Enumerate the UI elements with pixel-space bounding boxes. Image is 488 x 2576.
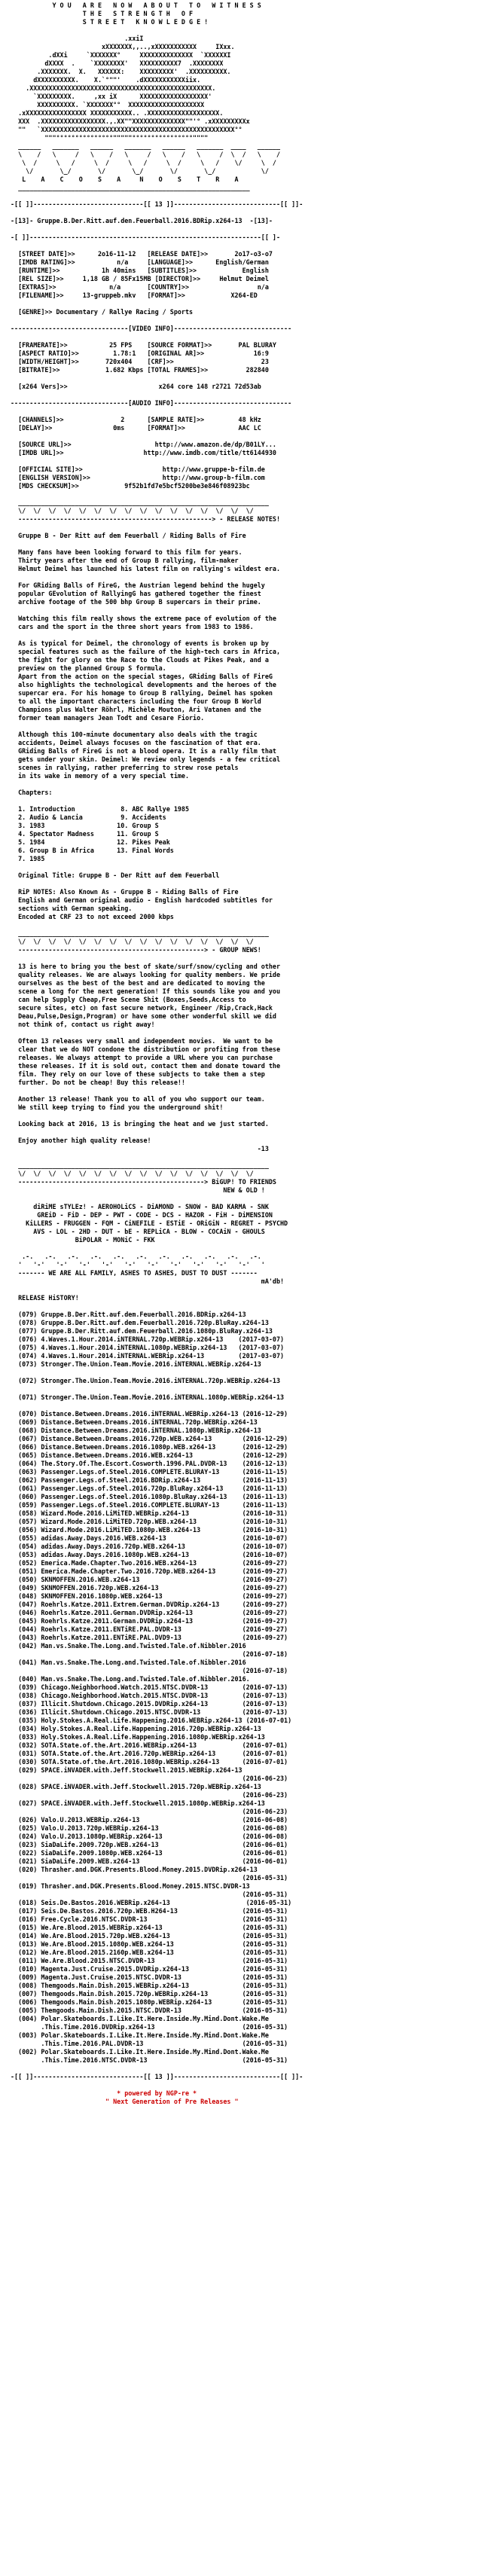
nfo-line: to all the important characters including the four Group B World — [11, 697, 261, 705]
nfo-line: (058) Wizard.Mode.2016.LiMiTED.WEBRip.x264-13 (2016-10-31) — [11, 1509, 288, 1517]
nfo-line: (052) Emerica.Made.Chapter.Two.2016.WEB.x264-13 (2016-09-27) — [11, 1559, 288, 1567]
nfo-line — [11, 192, 488, 200]
nfo-line — [11, 1385, 488, 1393]
nfo-line: (026) Valo.U.2013.WEBRip.x264-13 (2016-06-08) — [11, 1816, 288, 1824]
nfo-line: BiPOLAR - MONiC - FKK — [11, 1236, 155, 1244]
nfo-line: [DELAY]>> 0ms [FORMAT]>> AAC LC — [11, 424, 261, 432]
nfo-line: Champions plus Walter Röhrl, Michèle Mouton, Ari Vatanen and the — [11, 706, 261, 713]
nfo-line: (003) Polar.Skateboards.I.Like.It.Here.Inside.My.Mind.Dont.Wake.Me — [11, 2031, 269, 2039]
nfo-line: (002) Polar.Skateboards.I.Like.It.Here.Inside.My.Mind.Dont.Wake.Me — [11, 2048, 269, 2056]
nfo-line — [11, 490, 488, 499]
nfo-line: 5. 1984 12. Pikes Peak — [11, 838, 170, 846]
nfo-line: NEW & OLD ! — [11, 1186, 265, 1194]
nfo-line: further. Do not be cheap! Buy this release!! — [11, 1079, 185, 1086]
nfo-line: (020) Thrasher.and.DGK.Presents.Blood.Money.2015.DVDRip.x264-13 — [11, 1866, 258, 1873]
nfo-line: (2016-06-23) — [11, 1808, 288, 1815]
nfo-line: .-. .-. .-. .-. .-. .-. .-. .-. .-. .-. .-. — [11, 1253, 261, 1260]
nfo-line: special features such as the failure of the high-tech cars in Africa, — [11, 648, 280, 655]
nfo-line: \/ \/ \/ \/ \/ \/ \/ \/ \/ \/ \/ \/ \/ \/ \/ \/ — [11, 1170, 254, 1177]
nfo-line: \/ \/ \/ \/ \/ \/ \/ \/ \/ \/ \/ \/ \/ \/ \/ \/ — [11, 507, 254, 514]
nfo-line: [IMDB RATING]>> n/a [LANGUAGE]>> English/German — [11, 258, 269, 266]
nfo-line: [ENGLISH VERSION]>> http://www.group-b-film.com — [11, 474, 265, 481]
nfo-line: .This.Time.2016.DVDRip.x264-13 (2016-05-31) — [11, 2023, 288, 2031]
nfo-line: (010) Magenta.Just.Cruise.2015.DVDRip.x264-13 (2016-05-31) — [11, 1965, 288, 1973]
nfo-line: [OFFICIAL SITE]>> http://www.gruppe-b-film.de — [11, 465, 265, 473]
nfo-line: (065) Distance.Between.Dreams.2016.WEB.x264-13 (2016-12-29) — [11, 1451, 288, 1459]
nfo-line: Many fans have been looking forward to this film for years. — [11, 548, 242, 556]
nfo-line: (069) Distance.Between.Dreams.2016.iNTERNAL.720p.WEBRip.x264-13 — [11, 1418, 258, 1426]
nfo-line — [11, 225, 488, 233]
nfo-line: .xxiI — [11, 35, 144, 42]
nfo-line: Encoded at CRF 23 to not exceed 2000 kbps — [11, 913, 174, 920]
nfo-line: can help Supply Cheap,Free Scene Shit (Boxes,Seeds,Access to — [11, 996, 246, 1003]
nfo-line: sections with German speaking. — [11, 905, 133, 912]
nfo-line: scene a long for the next generation! If this sounds like you and you — [11, 987, 280, 995]
nfo-line: KiLLERS - FRUGGEN - FQM - CiNEFILE - ESTiE - ORiGiN - REGRET - PSYCHD — [11, 1219, 288, 1227]
nfo-line: (071) Stronger.The.Union.Team.Movie.2016.iNTERNAL.1080p.WEBRip.x264-13 — [11, 1393, 285, 1401]
nfo-line: diRiME sTYLEz! - AEROHOLiCS - DiAMOND - SNOW - BAD KARMA - SNK — [11, 1203, 269, 1210]
nfo-line: -[[ ]]-----------------------------[[ 13 ]]----------------------------[[ ]]- — [11, 2073, 303, 2080]
nfo-line: preview on the planned Group S formula. — [11, 664, 166, 672]
nfo-line: mA'db! — [11, 1277, 285, 1285]
nfo-line: [IMDB URL]>> http://www.imdb.com/title/tt6144930 — [11, 449, 276, 456]
nfo-line — [11, 1286, 488, 1294]
nfo-line: (037) Illicit.Shutdown.Chicago.2015.DVDRip.x264-13 (2016-07-13) — [11, 1700, 288, 1708]
nfo-line: supercar era. For his homage to Group B rallying, Deimel has spoken — [11, 689, 273, 697]
nfo-line: (049) SKNMOFFEN.2016.720p.WEB.x264-13 (2016-09-27) — [11, 1584, 288, 1592]
nfo-line: (2016-05-31) — [11, 1891, 288, 1898]
nfo-line: (016) Free.Cycle.2016.NTSC.DVDR-13 (2016-05-31) — [11, 1915, 288, 1923]
nfo-line: 13 is here to bring you the best of skate/surf/snow/cycling and other — [11, 963, 280, 970]
nfo-line: (2016-07-18) — [11, 1667, 288, 1674]
nfo-line: __________________________________________________________________ — [11, 499, 269, 506]
nfo-line: Chapters: — [11, 789, 53, 796]
nfo-line: GREiD - FiD - DEP - PWT - CODE - DCS - HAZOR - FiH - DiMENSION — [11, 1211, 273, 1219]
nfo-line: (017) Seis.De.Bastos.2016.720p.WEB.H264-13 (2016-05-31) — [11, 1907, 288, 1915]
nfo-line: Helmut Deimel has launched his latest film on rallying's wildest era. — [11, 565, 280, 572]
nfo-line — [11, 797, 488, 805]
nfo-line: (005) Themgoods.Main.Dish.2015.NTSC.DVDR-13 (2016-05-31) — [11, 2007, 288, 2014]
footer-credit-line: * powered by NGP-re * — [11, 2089, 197, 2097]
nfo-line: (077) Gruppe.B.Der.Ritt.auf.dem.Feuerball.2016.1080p.BluRay.x264-13 — [11, 1327, 273, 1335]
nfo-line: (060) Passenger.Legs.of.Steel.2016.1080p.BluRay.x264-13 (2016-11-13) — [11, 1493, 288, 1500]
nfo-line — [11, 374, 488, 383]
nfo-line: 2. Audio & Lancia 9. Accidents — [11, 813, 166, 821]
nfo-line: (051) Emerica.Made.Chapter.Two.2016.720p.WEB.x264-13 (2016-09-27) — [11, 1567, 288, 1575]
nfo-line: (046) Roehrls.Katze.2011.German.DVDRip.x264-13 (2016-09-27) — [11, 1609, 288, 1616]
nfo-line: (040) Man.vs.Snake.The.Long.and.Twisted.Tale.of.Nibbler.2016. — [11, 1675, 250, 1683]
nfo-line: these releases. If it is sold out, contact them and donate toward the — [11, 1062, 280, 1070]
nfo-line: clear that we do NOT condone the distribution or profiting from these — [11, 1045, 280, 1053]
nfo-line: .xXXXXXXXXXXXXXXXX XXXXXXXXXXX.. .XXXXXXXXXXXXXXXXXXX. — [11, 109, 224, 117]
nfo-line — [11, 1402, 488, 1410]
nfo-line — [11, 631, 488, 639]
nfo-line: (023) SiaDaLife.2009.720p.WEB.x264-13 (2016-06-01) — [11, 1841, 288, 1848]
nfo-line: (035) Holy.Stokes.A.Real.Life.Happening.2016.WEBRip.x264-13 (2016-07-01) — [11, 1717, 292, 1724]
nfo-line: (024) Valo.U.2013.1080p.WEBRip.x264-13 (2016-06-08) — [11, 1833, 288, 1840]
nfo-line: (054) adidas.Away.Days.2016.720p.WEB.x264-13 (2016-10-07) — [11, 1543, 288, 1550]
nfo-line — [11, 2065, 488, 2073]
nfo-line: .XXXXXXXXXXXXXXXXXXXXXXXXXXXXXXXXXXXXXXXXXXXXXXXX. — [11, 84, 216, 92]
nfo-line: XXX .XXXXXXXXXXXXXXXXX.,.XX""XXXXXXXXXXXXXX""'° .xXXXXXXXXXx — [11, 118, 250, 125]
nfo-line: For GRiding Balls of FireG, the Austrian legend behind the hugely — [11, 581, 265, 589]
nfo-line: [FRAMERATE]>> 25 FPS [SOURCE FORMAT]>> PAL BLURAY — [11, 341, 276, 349]
nfo-line: (036) Illicit.Shutdown.Chicago.2015.NTSC.DVDR-13 (2016-07-13) — [11, 1708, 288, 1716]
nfo-line: former team managers Jean Todt and Cesare Fiorio. — [11, 714, 205, 722]
nfo-line: (062) Passenger.Legs.of.Steel.2016.BDRip.x264-13 (2016-11-13) — [11, 1476, 288, 1484]
nfo-line: popular GEvolution of RallyingG has gathered together the finest — [11, 590, 261, 597]
nfo-line: Apart from the action on the special stages, GRiding Balls of FireG — [11, 673, 273, 680]
nfo-line — [11, 1112, 488, 1120]
nfo-line: [x264 Vers]>> x264 core 148 r2721 72d53ab — [11, 383, 261, 390]
nfo-line: .This.Time.2016.NTSC.DVDR-13 (2016-05-31) — [11, 2056, 288, 2064]
nfo-line — [11, 1369, 488, 1377]
nfo-line: releases. We always attempt to provide a URL where you can purchase — [11, 1054, 273, 1061]
nfo-line: (025) Valo.U.2013.720p.WEBRip.x264-13 (2016-06-08) — [11, 1824, 288, 1832]
nfo-line: (029) SPACE.iNVADER.with.Jeff.Stockwell.2015.WEBRip.x264-13 — [11, 1766, 242, 1774]
nfo-line: (045) Roehrls.Katze.2011.German.DVDRip.x264-13 (2016-09-27) — [11, 1617, 288, 1625]
nfo-line: (021) SiaDaLife.2009.WEB.x264-13 (2016-06-01) — [11, 1857, 288, 1865]
nfo-line: (2016-06-23) — [11, 1791, 288, 1799]
nfo-line: (053) adidas.Away.Days.2016.1080p.WEB.x264-13 (2016-10-07) — [11, 1551, 288, 1558]
nfo-line: -------------------------------------------------> BiGUP! TO FRIENDS — [11, 1178, 276, 1186]
nfo-line — [11, 316, 488, 325]
nfo-line: [ASPECT RATIO]>> 1.78:1 [ORIGINAL AR]>> 16:9 — [11, 349, 269, 357]
nfo-line: 7. 1985 — [11, 855, 45, 862]
nfo-line: _____________________________________________________________ — [11, 184, 250, 191]
nfo-line: gets under your skin. Deimel: We review only legends - a few critical — [11, 755, 280, 763]
nfo-line: (070) Distance.Between.Dreams.2016.iNTERNAL.WEBRip.x264-13 (2016-12-29) — [11, 1410, 288, 1418]
nfo-line: We still keep trying to find you the underground shit! — [11, 1103, 224, 1111]
nfo-line: 6. Group B in Africa 13. Final Words — [11, 847, 174, 854]
nfo-line: RiP NOTES: Also Known As - Gruppe B - Riding Balls of Fire — [11, 888, 239, 896]
nfo-line: not think of, contact us right away! — [11, 1021, 155, 1028]
nfo-line: (032) SOTA.State.of.the.Art.2016.WEBRip.x264-13 (2016-07-01) — [11, 1741, 288, 1749]
nfo-line: (063) Passenger.Legs.of.Steel.2016.COMPLETE.BLURAY-13 (2016-11-15) — [11, 1468, 288, 1476]
nfo-line: (038) Chicago.Neighborhood.Watch.2015.NTSC.DVDR-13 (2016-07-13) — [11, 1692, 288, 1699]
nfo-line — [11, 407, 488, 416]
nfo-line: (048) SKNMOFFEN.2016.1080p.WEB.x264-13 (2016-09-27) — [11, 1592, 288, 1600]
nfo-line: (059) Passenger.Legs.of.Steel.2016.COMPLETE.BLURAY-13 (2016-11-13) — [11, 1501, 288, 1509]
nfo-line: (031) SOTA.State.of.the.Art.2016.720p.WEBRip.x264-13 (2016-07-01) — [11, 1750, 288, 1757]
nfo-line: (057) Wizard.Mode.2016.LiMiTED.720p.WEB.x264-13 (2016-10-31) — [11, 1518, 288, 1525]
nfo-line: (055) adidas.Away.Days.2016.WEB.x264-13 (2016-10-07) — [11, 1534, 288, 1542]
nfo-line: [MDS CHECKSUM]>> 9f52b1fd7e5bcf5200be3e846f08923bc — [11, 482, 250, 490]
nfo-line: ourselves as the best of the best and are dedicated to moving the — [11, 979, 265, 987]
nfo-line: __________________________________________________________________ — [11, 929, 269, 937]
nfo-line: .XXXXXXX. X. XXXXXX: XXXXXXXXX' .XXXXXXXXXX. — [11, 68, 231, 75]
nfo-line: As is typical for Deimel, the chronology of events is broken up by — [11, 639, 269, 647]
nfo-line: (022) SiaDaLife.2009.1080p.WEB.x264-13 (2016-06-01) — [11, 1849, 288, 1857]
nfo-line: Often 13 releases very small and independent movies. We want to be — [11, 1037, 273, 1045]
nfo-line — [11, 209, 488, 217]
nfo-line: [FILENAME]>> 13-gruppeb.mkv [FORMAT]>> X264-ED — [11, 291, 258, 299]
nfo-line: -------------------------------------------------> - GROUP NEWS! — [11, 946, 261, 954]
nfo-line: (078) Gruppe.B.Der.Ritt.auf.dem.Feuerball.2016.720p.BluRay.x264-13 — [11, 1319, 269, 1326]
nfo-line: Thirty years after the end of Group B rallying, film-maker — [11, 557, 239, 564]
nfo-line: \/ \_/ \/ \_/ \/ \_/ \/ — [11, 167, 269, 175]
nfo-line: (015) We.Are.Blood.2015.WEBRip.x264-13 (2016-05-31) — [11, 1924, 288, 1931]
nfo-line: xXXXXXXX,,..,xXXXXXXXXXXX IXxx. — [11, 43, 235, 50]
nfo-line: Looking back at 2016, 13 is bringing the heat and we just started. — [11, 1120, 269, 1128]
nfo-line: "" `XXXXXXXXXXXXXXXXXXXXXXXXXXXXXXXXXXXXXXXXXXXXXXXXXXX°° — [11, 126, 242, 133]
nfo-line: RELEASE HiSTORY! — [11, 1294, 79, 1302]
nfo-line: (044) Roehrls.Katze.2011.ENTiRE.PAL.DVDR-13 (2016-09-27) — [11, 1625, 288, 1633]
nfo-line: GRiding Balls of FireG is not a blood opera. It is a rally film that — [11, 747, 276, 755]
nfo-line: (068) Distance.Between.Dreams.2016.iNTERNAL.1080p.WEBRip.x264-13 — [11, 1427, 261, 1434]
nfo-line: Gruppe B - Der Ritt auf dem Feuerball / Riding Balls of Fire — [11, 532, 246, 539]
nfo-line: 4. Spectator Madness 11. Group S — [11, 830, 159, 838]
nfo-line — [11, 1128, 488, 1137]
nfo-line — [11, 1244, 488, 1253]
nfo-line — [11, 954, 488, 963]
nfo-line — [11, 573, 488, 581]
nfo-line: [STREET DATE]>> 2o16-11-12 [RELEASE DATE]>> 2o17-o3-o7 — [11, 250, 273, 258]
nfo-line: in its wake in memory of a very special time. — [11, 772, 189, 780]
nfo-line: (027) SPACE.iNVADER.with.Jeff.Stockwell.2015.1080p.WEBRip.x264-13 — [11, 1799, 265, 1807]
nfo-line: (075) 4.Waves.1.Hour.2014.iNTERNAL.1080p.WEBRip.x264-13 (2017-03-07) — [11, 1344, 285, 1351]
nfo-line: S T R E E T K N O W L E D G E ! — [11, 18, 209, 26]
nfo-line: 1. Introduction 8. ABC Rallye 1985 — [11, 805, 189, 813]
nfo-line: [GENRE]>> Documentary / Rallye Racing / Sports — [11, 308, 194, 316]
nfo-line: (009) Magenta.Just.Cruise.2015.NTSC.DVDR-13 (2016-05-31) — [11, 1973, 288, 1981]
nfo-line: (019) Thrasher.and.DGK.Presents.Blood.Money.2015.NTSC.DVDR-13 — [11, 1882, 250, 1890]
nfo-line — [11, 1087, 488, 1095]
nfo-line: dXXXXXXXXXX. X.`°""' .dXXXXXXXXXXXiix. — [11, 76, 201, 84]
nfo-line: [RUNTIME]>> 1h 40mins [SUBTITLES]>> English — [11, 267, 269, 274]
nfo-line: """°°°°°°°°°°°°°°°"""""°°°°°°°°°°°°°°°°"""" — [11, 134, 209, 142]
nfo-line: (039) Chicago.Neighborhood.Watch.2015.NTSC.DVDR-13 (2016-07-13) — [11, 1683, 288, 1691]
nfo-line — [11, 880, 488, 888]
nfo-line — [11, 540, 488, 548]
nfo-line — [11, 391, 488, 399]
nfo-line: (072) Stronger.The.Union.Team.Movie.2016.iNTERNAL.720p.WEBRip.x264-13 — [11, 1377, 280, 1384]
nfo-line — [11, 863, 488, 871]
nfo-line: .This.Time.2016.PAL.DVDR-13 (2016-05-31) — [11, 2040, 288, 2047]
nfo-line: XXXXXXXXXX. `XXXXXXX°° XXXXXXXXXXXXXXXXXXXX — [11, 101, 205, 108]
nfo-line: the fight for glory on the Race to the Clouds at Pikes Peak, and a — [11, 656, 269, 664]
nfo-line: quality releases. We are always looking for quality members. We pride — [11, 971, 280, 978]
nfo-line: Deau,Pulse,Design,Program) or have some other wonderful skill we did — [11, 1012, 276, 1020]
nfo-line: (2016-06-23) — [11, 1775, 288, 1782]
nfo-line: cars and the sport in the three short years from 1983 to 1986. — [11, 623, 254, 630]
nfo-line: (014) We.Are.Blood.2015.720p.WEB.x264-13 (2016-05-31) — [11, 1932, 288, 1940]
nfo-line: [BITRATE]>> 1.682 Kbps [TOTAL FRAMES]>> 282840 — [11, 366, 269, 374]
nfo-line: Another 13 release! Thank you to all of you who support our team. — [11, 1095, 265, 1103]
nfo-line: (043) Roehrls.Katze.2011.ENTiRE.PAL.DVD9-13 (2016-09-27) — [11, 1634, 288, 1641]
nfo-line: \/ \/ \/ \/ \/ \/ \/ \/ \/ \/ \/ \/ \/ \/ \/ \/ — [11, 938, 254, 945]
nfo-line: __________________________________________________________________ — [11, 1161, 269, 1169]
nfo-line — [11, 606, 488, 615]
nfo-line: (056) Wizard.Mode.2016.LiMiTED.1080p.WEB.x264-13 (2016-10-31) — [11, 1526, 288, 1534]
nfo-line: .dXXi `XXXXXXX° XXXXXXXXXXXXXX `XXXXXXI — [11, 51, 231, 59]
footer-credit-line: " Next Generation of Pre Releases " — [11, 2098, 239, 2105]
nfo-line: film. They rely on our love of these subjects to take them a step — [11, 1070, 265, 1078]
nfo-line: (030) SOTA.State.of.the.Art.2016.1080p.WEBRip.x264-13 (2016-07-01) — [11, 1758, 288, 1766]
nfo-line: [SOURCE URL]>> http://www.amazon.de/dp/B01LY... — [11, 441, 276, 448]
nfo-line: `XXXXXXXXX. ,xx iX XXXXXXXXXXXXXXXXXX' — [11, 93, 212, 100]
nfo-line: archive footage of the 500 bhp Group B supercars in their prime. — [11, 598, 261, 606]
nfo-line: (064) The.Story.Of.The.Escort.Cosworth.1996.PAL.DVDR-13 (2016-12-13) — [11, 1460, 288, 1467]
nfo-line: Enjoy another high quality release! — [11, 1137, 151, 1144]
nfo-line: (008) Themgoods.Main.Dish.2015.WEBRip.x264-13 (2016-05-31) — [11, 1982, 288, 1989]
nfo-line: ---------------------------------------------------> - RELEASE NOTES! — [11, 515, 280, 523]
nfo-line: (012) We.Are.Blood.2015.2160p.WEB.x264-13 (2016-05-31) — [11, 1949, 288, 1956]
nfo-line: ' '-' '-' '-' '-' '-' '-' '-' '-' '-' '-' ' — [11, 1261, 265, 1268]
nfo-line: (011) We.Are.Blood.2015.NTSC.DVDR-13 (2016-05-31) — [11, 1957, 288, 1964]
nfo-line — [11, 1195, 488, 1203]
nfo-line: English and German original audio - English hardcoded subtitles for — [11, 896, 273, 904]
nfo-line: ------- WE ARE ALL FAMILY, ASHES TO ASHES, DUST TO DUST ------- — [11, 1269, 258, 1277]
nfo-line — [11, 457, 488, 465]
nfo-line: (050) SKNMOFFEN.2016.WEB.x264-13 (2016-09-27) — [11, 1576, 288, 1583]
nfo-line — [11, 1153, 488, 1161]
nfo-line: (004) Polar.Skateboards.I.Like.It.Here.Inside.My.Mind.Dont.Wake.Me — [11, 2015, 269, 2022]
nfo-line: (2016-07-18) — [11, 1650, 288, 1658]
nfo-line — [11, 1029, 488, 1037]
nfo-line: [EXTRAS]>> n/a [COUNTRY]>> n/a — [11, 283, 269, 291]
nfo-line: (034) Holy.Stokes.A.Real.Life.Happening.2016.720p.WEBRip.x264-13 — [11, 1725, 261, 1732]
nfo-line — [11, 722, 488, 731]
nfo-line: (047) Roehrls.Katze.2011.Extrem.German.DVDRip.x264-13 (2016-09-27) — [11, 1601, 288, 1608]
nfo-line: (028) SPACE.iNVADER.with.Jeff.Stockwell.2015.720p.WEBRip.x264-13 — [11, 1783, 261, 1790]
nfo-line: (006) Themgoods.Main.Dish.2015.1080p.WEBRip.x264-13 (2016-05-31) — [11, 1998, 288, 2006]
nfo-line: [REL SIZE]>> 1,18 GB / 85Fx15MB [DIRECTOR]>> Helmut Deimel — [11, 275, 269, 282]
nfo-line — [11, 26, 488, 35]
nfo-line: [WIDTH/HEIGHT]>> 720x404 [CRF]>> 23 — [11, 358, 269, 365]
nfo-line: \ / \ / \ / \ / \ / \ / \/ \ / — [11, 159, 276, 166]
nfo-line: Watching this film really shows the extreme pace of evolution of the — [11, 615, 276, 622]
nfo-line: Y O U A R E N O W A B O U T T O W I T N E S S — [11, 2, 261, 9]
nfo-line: ______ _______ ______ _______ ______ _______ ____ ______ — [11, 142, 280, 150]
nfo-line: Although this 100-minute documentary also deals with the tragic — [11, 731, 258, 738]
nfo-line: -[[ ]]-----------------------------[[ 13 ]]----------------------------[[ ]]- — [11, 200, 303, 208]
nfo-line: (073) Stronger.The.Union.Team.Movie.2016.iNTERNAL.WEBRip.x264-13 — [11, 1360, 261, 1368]
nfo-line: (041) Man.vs.Snake.The.Long.and.Twisted.Tale.of.Nibbler.2016 — [11, 1659, 246, 1666]
nfo-line: -[ ]]-------------------------------------------------------------[[ ]- — [11, 233, 280, 241]
nfo-line: (067) Distance.Between.Dreams.2016.720p.WEB.x264-13 (2016-12-29) — [11, 1435, 288, 1442]
nfo-line: [CHANNELS]>> 2 [SAMPLE RATE]>> 48 kHz — [11, 416, 261, 423]
nfo-line: (074) 4.Waves.1.Hour.2014.iNTERNAL.WEBRip.x264-13 (2017-03-07) — [11, 1352, 285, 1360]
nfo-line: AVS - LOL - 2HD - DUT - bE - REPLiCA - BLOW - COCAiN - GHOULS — [11, 1228, 265, 1235]
nfo-line: L A C O S A N O S T R A — [11, 175, 239, 183]
nfo-line: -13 — [11, 1145, 269, 1152]
nfo-line — [11, 2081, 488, 2089]
nfo-line: 3. 1983 10. Group S — [11, 822, 159, 829]
nfo-line — [11, 523, 488, 532]
nfo-line: secure sites, etc) on fast secure network, Engineer /Rip,Crack,Hack — [11, 1004, 273, 1012]
nfo-line: (061) Passenger.Legs.of.Steel.2016.720p.BluRay.x264-13 (2016-11-13) — [11, 1485, 288, 1492]
nfo-line — [11, 333, 488, 341]
nfo-line: (033) Holy.Stokes.A.Real.Life.Happening.2016.1080p.WEBRip.x264-13 — [11, 1733, 265, 1741]
nfo-line — [11, 921, 488, 929]
nfo-line: (076) 4.Waves.1.Hour.2014.iNTERNAL.720p.WEBRip.x264-13 (2017-03-07) — [11, 1335, 285, 1343]
nfo-line — [11, 1302, 488, 1311]
nfo-line: (018) Seis.De.Bastos.2016.WEBRip.x264-13 (2016-05-31) — [11, 1899, 292, 1906]
nfo-line: (013) We.Are.Blood.2015.1080p.WEB.x264-13 (2016-05-31) — [11, 1940, 288, 1948]
nfo-line: accidents, Deimel always focuses on the fascination of that era. — [11, 739, 261, 746]
nfo-line — [11, 780, 488, 789]
nfo-line: (042) Man.vs.Snake.The.Long.and.Twisted.Tale.of.Nibbler.2016 — [11, 1642, 246, 1650]
nfo-line: \ / \ / \ / \ / \ / \ / \ / \ / — [11, 151, 280, 158]
nfo-line: T H E S T R E N G T H O F — [11, 10, 194, 17]
nfo-line: (066) Distance.Between.Dreams.2016.1080p.WEB.x264-13 (2016-12-29) — [11, 1443, 288, 1451]
nfo-line: dXXXX . `XXXXXXXX' XXXXXXXXXX7 .XXXXXXXX — [11, 60, 224, 67]
nfo-line — [11, 432, 488, 441]
nfo-line — [11, 300, 488, 308]
nfo-line: -------------------------------[AUDIO INFO]------------------------------- — [11, 399, 292, 407]
nfo-line: also highlights the technological developments and the heroes of the — [11, 681, 276, 688]
nfo-line — [11, 242, 488, 250]
nfo-line: Original Title: Gruppe B - Der Ritt auf dem Feuerball — [11, 871, 220, 879]
nfo-line: (2016-05-31) — [11, 1874, 288, 1882]
nfo-line: -------------------------------[VIDEO INFO]------------------------------- — [11, 325, 292, 332]
nfo-line: (079) Gruppe.B.Der.Ritt.auf.dem.Feuerball.2016.BDRip.x264-13 — [11, 1311, 246, 1318]
nfo-line: -[13]- Gruppe.B.Der.Ritt.auf.den.Feuerball.2016.BDRip.x264-13 -[13]- — [11, 217, 273, 224]
nfo-line: (007) Themgoods.Main.Dish.2015.720p.WEBRip.x264-13 (2016-05-31) — [11, 1990, 288, 1998]
nfo-line: scenes in rallying, rather preferring to strew rose petals — [11, 764, 239, 771]
